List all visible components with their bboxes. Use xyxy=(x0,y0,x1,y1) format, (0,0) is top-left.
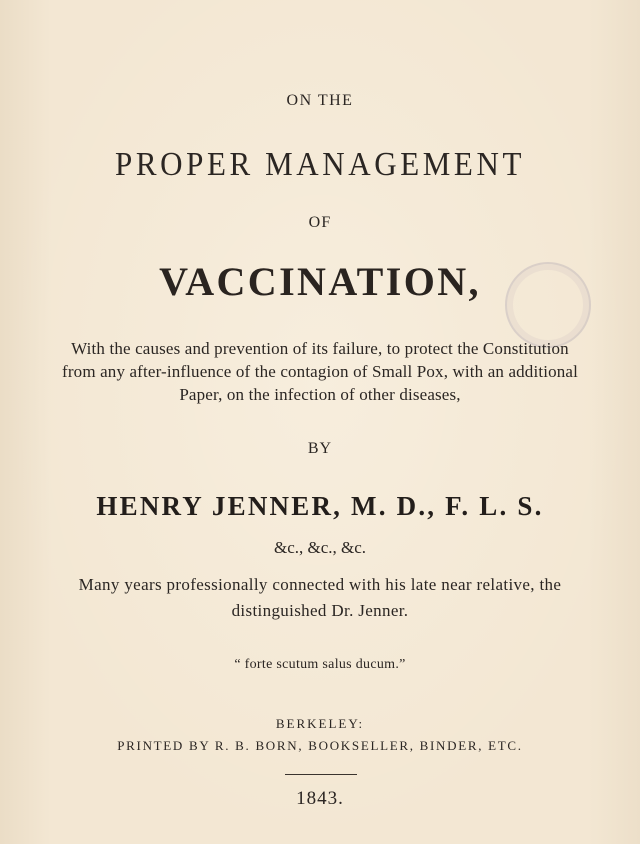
subtitle-line-1: With the causes and prevention of its failure, to protect the Constitution xyxy=(71,339,569,358)
imprint-place: BERKELEY: xyxy=(275,716,365,731)
title-line-of: OF xyxy=(308,214,332,231)
motto: “ forte scutum salus ducum.” xyxy=(234,657,406,672)
byline-label: BY xyxy=(307,440,333,457)
author-name: HENRY JENNER, M. D., F. L. S. xyxy=(96,491,544,521)
imprint-rule xyxy=(285,774,357,775)
title-line-on-the: ON THE xyxy=(286,92,354,109)
author-description-line-1: Many years professionally connected with his late near relative, the xyxy=(78,575,562,594)
author-etc: &c., &c., &c. xyxy=(273,538,367,557)
author-description-line-2: distinguished Dr. Jenner. xyxy=(231,601,409,620)
title-line-proper-management: PROPER MANAGEMENT xyxy=(115,144,525,183)
subtitle-line-2: from any after-influence of the contagion of Small Pox, with an additional xyxy=(62,362,578,381)
title-line-vaccination: VACCINATION, xyxy=(159,259,481,304)
imprint-year: 1843. xyxy=(296,788,344,809)
imprint-printer: PRINTED BY R. B. BORN, BOOKSELLER, BINDER, ETC. xyxy=(117,738,523,753)
subtitle-line-3: Paper, on the infection of other diseases, xyxy=(179,385,461,404)
